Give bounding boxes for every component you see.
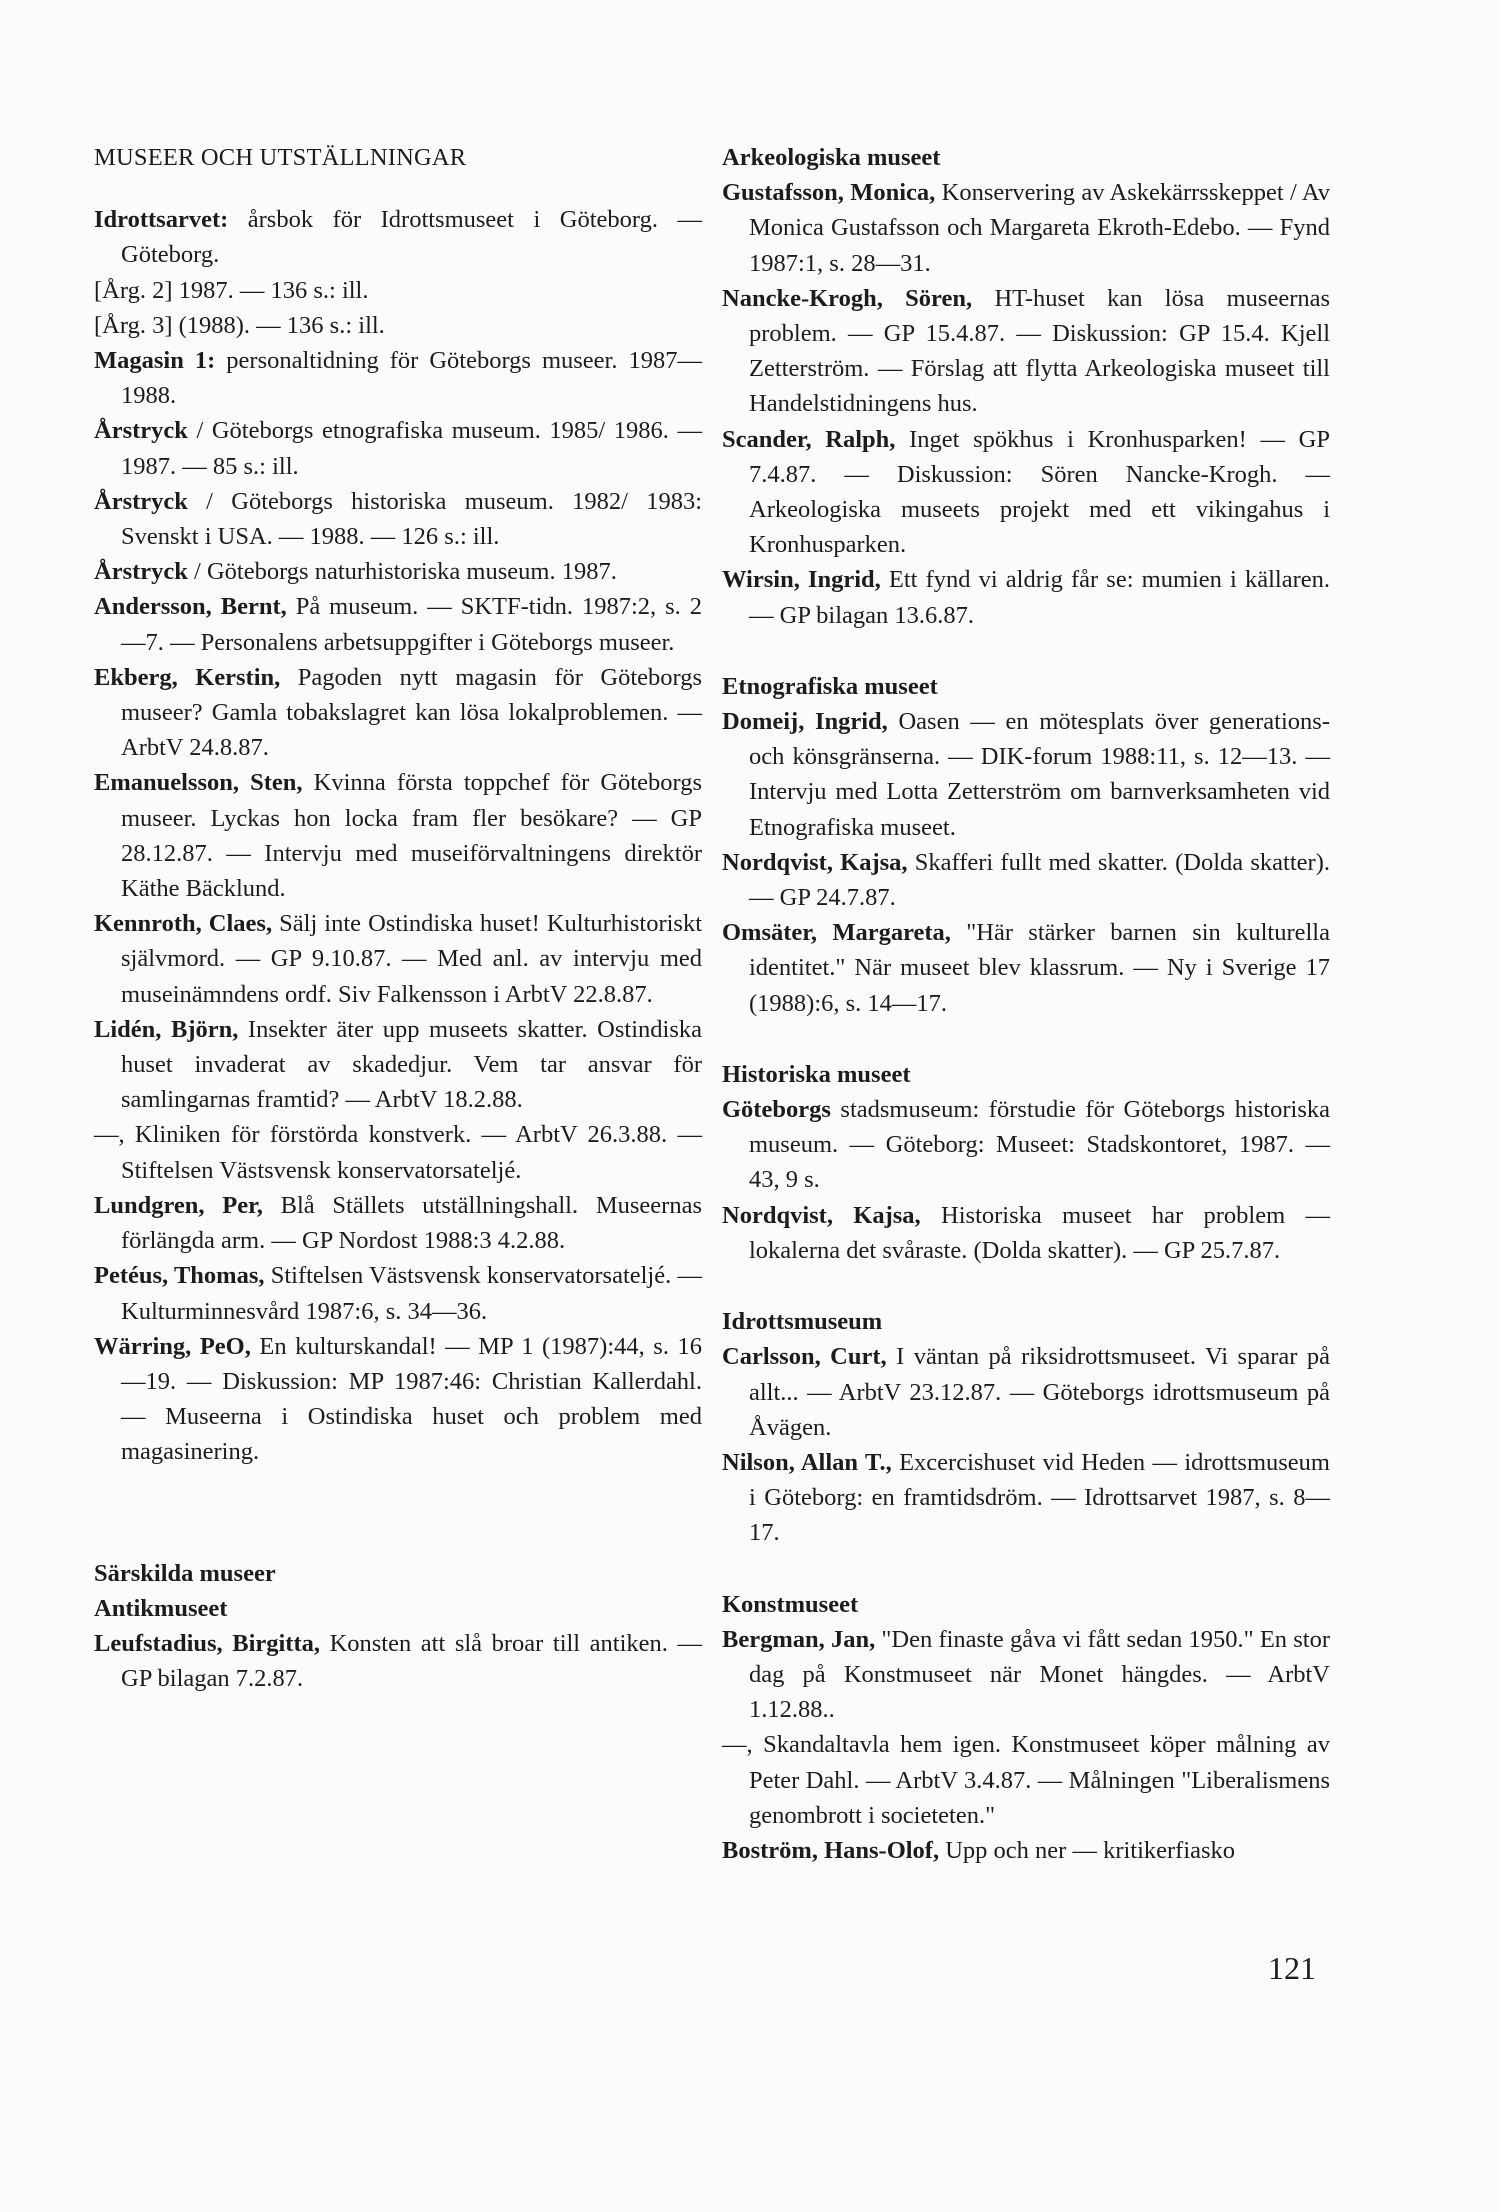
entry-text: Konsten att slå broar till antiken. — GP bilagan 7.2.87. [121,1629,702,1693]
entry-domeij [722,704,1330,845]
entry-volume [94,273,702,308]
entry-volume [94,308,702,343]
entry-author: Nordqvist, Kajsa, [722,1201,921,1229]
entry-text: "Den finaste gåva vi fått sedan 1950." En stor dag på Konstmuseet när Monet hängdes. — ArbtV 1.12.88.. [749,1625,1331,1724]
section-spacer [722,633,1330,669]
section-spacer [94,1470,702,1556]
entry-arstryck [94,413,702,483]
entry-nilson [722,1445,1330,1551]
entry-idrottsarvet [94,202,702,272]
entry-author: Bergman, Jan, [722,1625,876,1653]
entry-ekberg [94,660,702,766]
entry-lundgren [94,1188,702,1258]
entry-bergman-2 [722,1727,1330,1833]
entry-bostrom [722,1833,1330,1868]
entry-text: Sälj inte Ostindiska huset! Kulturhistoriskt självmord. — GP 9.10.87. — Med anl. av intervju med museinämndens ordf. Siv Falkensson i ArbtV 22.8.87. [121,910,702,1008]
entry-text: I väntan på riksidrottsmuseet. Vi sparar på allt... — ArbtV 23.12.87. — Göteborgs idrottsmuseum på Åvägen. [749,1343,1330,1441]
entry-emanuelsson [94,765,702,906]
entry-arstryck [94,554,702,589]
entry-gustafsson [722,175,1330,281]
entry-author: Magasin 1: [94,347,216,375]
entry-author: Wirsin, Ingrid, [722,566,881,594]
entry-scander [722,422,1330,563]
entry-author: Domeij, Ingrid, [722,708,888,736]
entry-kennroth [94,906,702,1012]
entry-text: Blå Ställets utställningshall. Museernas förlängda arm. — GP Nordost 1988:3 4.2.88. [121,1191,702,1255]
entry-text: Kvinna första toppchef för Göteborgs museer. Lyckas hon locka fram fler besökare? — GP 28.12.87. — Intervju med museiförvaltningens direktör Käthe Bäcklund. [121,769,702,903]
entry-text: —, Kliniken för förstörda konstverk. — ArbtV 26.3.88. — Stiftelsen Västsvensk konservatorsateljé. [94,1121,702,1184]
entry-magasin [94,343,702,413]
section-heading-antikmuseet: Antikmuseet [94,1594,228,1622]
entry-text: Insekter äter upp museets skatter. Ostindiska huset invaderat av skadedjur. Vem tar ansvar för samlingarnas framtid? — ArbtV 18.2.88. [121,1015,702,1114]
entry-author: Scander, Ralph, [722,425,896,453]
entry-author: Lundgren, Per, [94,1191,263,1219]
entry-wirsin [722,562,1330,632]
entry-author: Boström, Hans-Olof, [722,1836,940,1864]
entry-text: personaltidning för Göteborgs museer. 1987—1988. [121,347,703,410]
section-heading-konstmuseet: Konstmuseet [722,1590,859,1618]
entry-text: Skafferi fullt med skatter. (Dolda skatter). — GP 24.7.87. [749,848,1330,912]
section-heading-idrottsmuseum: Idrottsmuseum [722,1308,883,1336]
entry-author: Nilson, Allan T., [722,1448,892,1476]
section-heading-sarskilda: Särskilda museer [94,1559,276,1587]
entry-text: På museum. — SKTF-tidn. 1987:2, s. 2—7. — Personalens arbetsuppgifter i Göteborgs museer. [121,593,703,656]
entry-author: Gustafsson, Monica, [722,179,936,207]
entry-text: [Årg. 2] 1987. — 136 s.: ill. [94,276,369,304]
entry-leufstadius [94,1626,702,1696]
entry-text: / Göteborgs historiska museum. 1982/ 1983: Svenskt i USA. — 1988. — 126 s.: ill. [121,487,702,551]
entry-warring [94,1329,702,1470]
entry-text: stadsmuseum: förstudie för Göteborgs historiska museum. — Göteborg: Museet: Stadskontoret, 1987. — 43, 9 s. [749,1096,1330,1194]
entry-author: Carlsson, Curt, [722,1343,887,1371]
entry-carlsson [722,1339,1330,1445]
entry-text: årsbok för Idrottsmuseet i Göteborg. — Göteborg. [121,206,702,269]
entry-text: En kulturskandal! — MP 1 (1987):44, s. 16—19. — Diskussion: MP 1987:46: Christian Kallerdahl. — Museerna i Ostindiska huset och problem med magasinering. [121,1332,702,1466]
entry-author: Göteborgs [722,1096,831,1124]
entry-author: Årstryck [94,417,188,445]
entry-text: Pagoden nytt magasin för Göteborgs museer? Gamla tobakslagret kan lösa lokalproblemen. — ArbtV 24.8.87. [121,663,703,762]
entry-nordqvist-2 [722,1198,1330,1268]
section-spacer [722,1268,1330,1304]
entry-text: Upp och ner — kritikerfiasko [939,1836,1236,1864]
entry-text: [Årg. 3] (1988). — 136 s.: ill. [94,311,385,339]
entry-nordqvist [722,845,1330,915]
entry-text: "Här stärker barnen sin kulturella identitet." När museet blev klassrum. — Ny i Sverige 17 (1988):6, s. 14—17. [749,919,1330,1017]
entry-text: —, Skandaltavla hem igen. Konstmuseet köper målning av Peter Dahl. — ArbtV 3.4.87. — Målningen "Liberalismens genombrott i societeten." [722,1731,1330,1829]
entry-author: Årstryck [94,487,188,515]
entry-arstryck [94,484,702,554]
entry-liden-2 [94,1117,702,1187]
entry-author: Omsäter, Margareta, [722,919,951,947]
entry-author: Kennroth, Claes, [94,910,273,938]
entry-text: Konservering av Askekärrsskeppet / Av Monica Gustafsson och Margareta Ekroth-Edebo. — Fynd 1987:1, s. 28—31. [749,179,1330,277]
entry-liden [94,1012,702,1118]
entry-author: Leufstadius, Birgitta, [94,1629,320,1657]
entry-goteborgs-stadsmuseum [722,1092,1330,1198]
entry-text: HT-huset kan lösa museernas problem. — GP 15.4.87. — Diskussion: GP 15.4. Kjell Zetterström. — Förslag att flytta Arkeologiska museet till Handelstidningens hus. [749,284,1331,418]
section-heading-historiska: Historiska museet [722,1060,911,1088]
entry-author: Wärring, PeO, [94,1332,251,1360]
entry-text: / Göteborgs etnografiska museum. 1985/ 1986. — 1987. — 85 s.: ill. [121,417,702,480]
entry-omsater [722,915,1330,1021]
section-heading-arkeologiska: Arkeologiska museet [722,144,941,171]
entry-andersson [94,589,702,659]
entry-text: Inget spökhus i Kronhusparken! — GP 7.4.87. — Diskussion: Sören Nancke-Krogh. — Arkeologiska museets projekt med ett vikingahus i Kronhusparken. [749,425,1330,559]
entry-nancke-krogh [722,281,1330,422]
entry-text: / Göteborgs naturhistoriska museum. 1987. [187,558,617,586]
entry-author: Idrottsarvet: [94,206,229,234]
left-column [94,140,702,1696]
section-heading-etnografiska: Etnografiska museet [722,672,938,700]
entry-bergman [722,1622,1330,1728]
entry-author: Emanuelsson, Sten, [94,769,303,797]
page-heading: MUSEER OCH UTSTÄLLNINGAR [94,144,467,171]
entry-text: Ett fynd vi aldrig får se: mumien i källaren. — GP bilagan 13.6.87. [749,566,1330,629]
entry-author: Årstryck [94,558,188,586]
entry-author: Nancke-Krogh, Sören, [722,284,973,312]
entry-text: Historiska museet har problem — lokalerna det svåraste. (Dolda skatter). — GP 25.7.87. [749,1201,1331,1264]
entry-author: Lidén, Björn, [94,1015,239,1043]
page-number: 121 [1268,1950,1316,1986]
section-spacer [722,1551,1330,1587]
section-spacer [722,1021,1330,1057]
entry-peteus [94,1258,702,1328]
right-column [722,140,1330,1868]
entry-text: Stiftelsen Västsvensk konservatorsateljé. — Kulturminnesvård 1987:6, s. 34—36. [121,1262,702,1325]
entry-author: Ekberg, Kerstin, [94,663,281,691]
entry-author: Andersson, Bernt, [94,593,287,621]
entry-text: Excercishuset vid Heden — idrottsmuseum i Göteborg: en framtidsdröm. — Idrottsarvet 1987, s. 8—17. [749,1448,1330,1547]
entry-author: Nordqvist, Kajsa, [722,848,908,876]
entry-author: Petéus, Thomas, [94,1262,265,1290]
entry-text: Oasen — en mötesplats över generations- och könsgränserna. — DIK-forum 1988:11, s. 12—13. — Intervju med Lotta Zetterström om barnverksamheten vid Etnografiska museet. [749,708,1330,841]
